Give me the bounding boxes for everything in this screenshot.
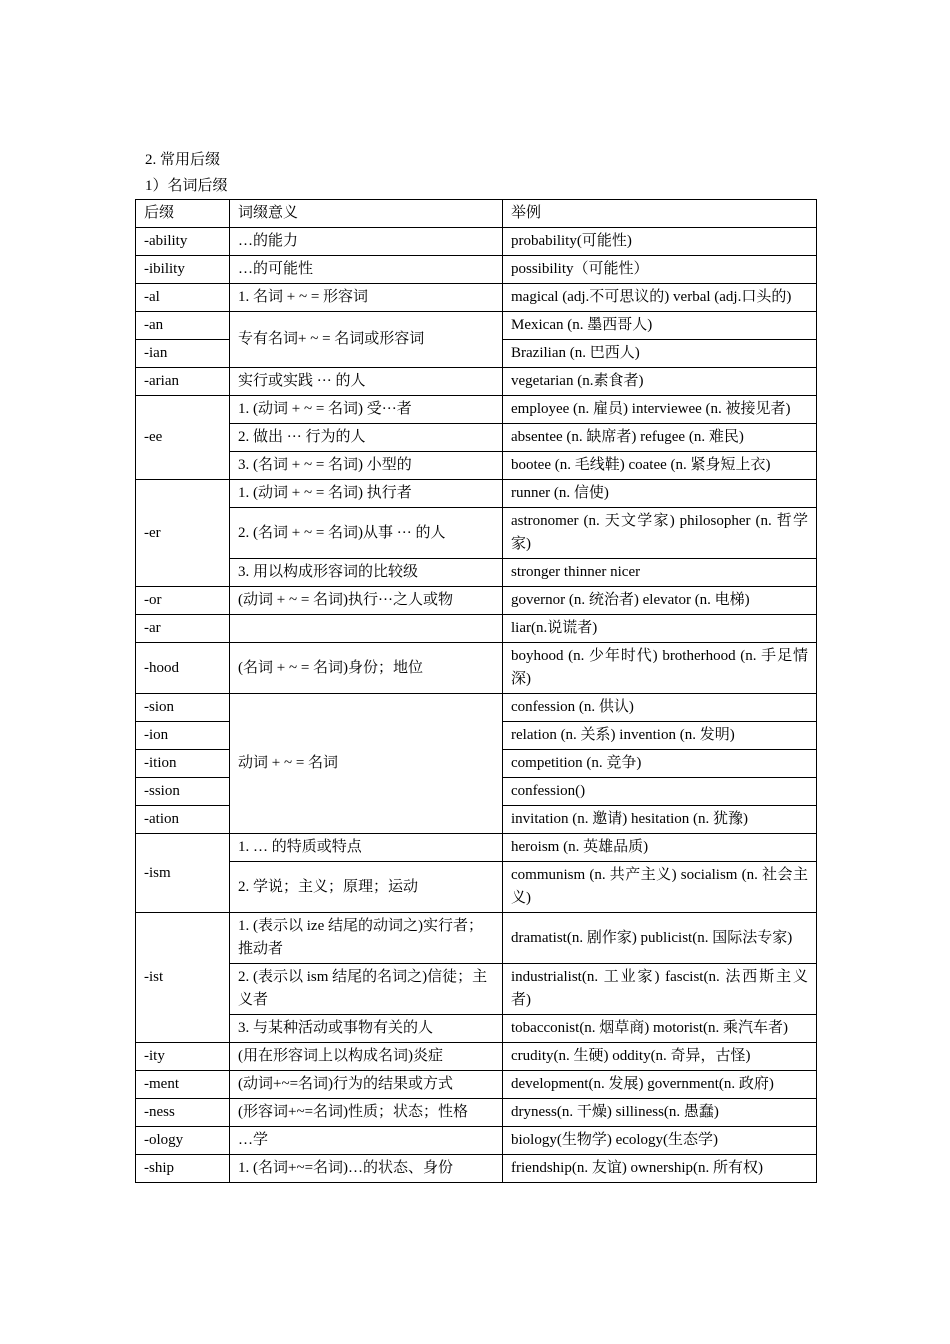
example-cell: confession (n. 供认) [503,694,817,722]
table-header-row [136,200,817,228]
example-cell: possibility（可能性） [503,256,817,284]
table-row [136,1127,817,1155]
example-cell: development(n. 发展) government(n. 政府) [503,1071,817,1099]
example-cell: competition (n. 竞争) [503,750,817,778]
example-cell: relation (n. 关系) invention (n. 发明) [503,722,817,750]
table-row [136,424,817,452]
meaning-cell: 1. … 的特质或特点 [230,834,503,862]
suffix-cell: -al [136,284,230,312]
suffix-cell: -ion [136,722,230,750]
meaning-cell: (动词 + ~ = 名词)执行···之人或物 [230,587,503,615]
table-row [136,312,817,340]
suffix-cell: -er [136,480,230,587]
example-cell: dryness(n. 干燥) silliness(n. 愚蠢) [503,1099,817,1127]
example-cell: friendship(n. 友谊) ownership(n. 所有权) [503,1155,817,1183]
suffix-cell: -arian [136,368,230,396]
table-row [136,964,817,1015]
meaning-cell: (用在形容词上以构成名词)炎症 [230,1043,503,1071]
header-meaning: 词缀意义 [230,200,503,228]
example-cell: stronger thinner nicer [503,559,817,587]
example-cell: dramatist(n. 剧作家) publicist(n. 国际法专家) [503,913,817,964]
table-row [136,256,817,284]
meaning-cell: 1. (表示以 ize 结尾的动词之)实行者；推动者 [230,913,503,964]
meaning-cell: 1. (动词 + ~ = 名词) 受···者 [230,396,503,424]
meaning-cell: 2. (名词 + ~ = 名词)从事 ··· 的人 [230,508,503,559]
suffix-cell: -ity [136,1043,230,1071]
subsection-title: 1）名词后缀 [145,178,228,194]
section-title: 2. 常用后缀 [145,152,221,168]
meaning-cell: 2. 做出 ··· 行为的人 [230,424,503,452]
meaning-cell: 1. 名词 + ~ = 形容词 [230,284,503,312]
suffix-cell: -ability [136,228,230,256]
example-cell: Mexican (n. 墨西哥人) [503,312,817,340]
suffix-cell: -ibility [136,256,230,284]
meaning-cell: 实行或实践 ··· 的人 [230,368,503,396]
meaning-cell [230,615,503,643]
table-row [136,228,817,256]
suffix-cell: -hood [136,643,230,694]
meaning-cell: …的可能性 [230,256,503,284]
example-cell: liar(n.说谎者) [503,615,817,643]
meaning-cell: 1. (名词+~=名词)…的状态、身份 [230,1155,503,1183]
header-suffix: 后缀 [136,200,230,228]
suffix-cell: -ness [136,1099,230,1127]
table-row [136,1015,817,1043]
example-cell: vegetarian (n.素食者) [503,368,817,396]
suffix-cell: -or [136,587,230,615]
suffix-cell: -ee [136,396,230,480]
meaning-cell: (形容词+~=名词)性质；状态；性格 [230,1099,503,1127]
example-cell: runner (n. 信使) [503,480,817,508]
table-row [136,1043,817,1071]
meaning-cell: (名词 + ~ = 名词)身份；地位 [230,643,503,694]
suffix-cell: -ism [136,834,230,913]
meaning-cell: 3. 与某种活动或事物有关的人 [230,1015,503,1043]
example-cell: confession() [503,778,817,806]
table-row [136,694,817,722]
example-cell: employee (n. 雇员) interviewee (n. 被接见者) [503,396,817,424]
example-cell: boyhood (n. 少年时代) brotherhood (n. 手足情深) [503,643,817,694]
table-row [136,559,817,587]
example-cell: tobacconist(n. 烟草商) motorist(n. 乘汽车者) [503,1015,817,1043]
noun-suffix-table [135,199,817,1183]
suffix-cell: -ition [136,750,230,778]
suffix-cell: -ment [136,1071,230,1099]
meaning-cell: 2. 学说；主义；原理；运动 [230,862,503,913]
meaning-cell: …的能力 [230,228,503,256]
suffix-cell: -ssion [136,778,230,806]
table-row [136,1099,817,1127]
example-cell: magical (adj.不可思议的) verbal (adj.口头的) [503,284,817,312]
header-example: 举例 [503,200,817,228]
example-cell: communism (n. 共产主义) socialism (n. 社会主义) [503,862,817,913]
meaning-cell: 1. (动词 + ~ = 名词) 执行者 [230,480,503,508]
example-cell: bootee (n. 毛线鞋) coatee (n. 紧身短上衣) [503,452,817,480]
table-row [136,1071,817,1099]
table-row [136,615,817,643]
meaning-cell: 3. (名词 + ~ = 名词) 小型的 [230,452,503,480]
table-row [136,284,817,312]
meaning-cell: 动词 + ~ = 名词 [230,694,503,834]
table-row [136,480,817,508]
table-row [136,396,817,424]
suffix-cell: -ian [136,340,230,368]
meaning-cell: (动词+~=名词)行为的结果或方式 [230,1071,503,1099]
suffix-cell: -ist [136,913,230,1043]
meaning-cell: 3. 用以构成形容词的比较级 [230,559,503,587]
example-cell: industrialist(n. 工业家) fascist(n. 法西斯主义者) [503,964,817,1015]
table-row [136,508,817,559]
meaning-cell: 专有名词+ ~ = 名词或形容词 [230,312,503,368]
table-row [136,913,817,964]
example-cell: absentee (n. 缺席者) refugee (n. 难民) [503,424,817,452]
suffix-cell: -an [136,312,230,340]
table-row [136,643,817,694]
example-cell: Brazilian (n. 巴西人) [503,340,817,368]
suffix-cell: -ship [136,1155,230,1183]
table-row [136,1155,817,1183]
example-cell: heroism (n. 英雄品质) [503,834,817,862]
meaning-cell: …学 [230,1127,503,1155]
suffix-cell: -ation [136,806,230,834]
example-cell: astronomer (n. 天文学家) philosopher (n. 哲学家) [503,508,817,559]
example-cell: probability(可能性) [503,228,817,256]
suffix-cell: -ar [136,615,230,643]
table-row [136,368,817,396]
example-cell: governor (n. 统治者) elevator (n. 电梯) [503,587,817,615]
meaning-cell: 2. (表示以 ism 结尾的名词之)信徒；主义者 [230,964,503,1015]
example-cell: invitation (n. 邀请) hesitation (n. 犹豫) [503,806,817,834]
suffix-cell: -ology [136,1127,230,1155]
example-cell: biology(生物学) ecology(生态学) [503,1127,817,1155]
suffix-cell: -sion [136,694,230,722]
example-cell: crudity(n. 生硬) oddity(n. 奇异，古怪) [503,1043,817,1071]
table-row [136,862,817,913]
table-row [136,834,817,862]
table-row [136,452,817,480]
table-row [136,587,817,615]
